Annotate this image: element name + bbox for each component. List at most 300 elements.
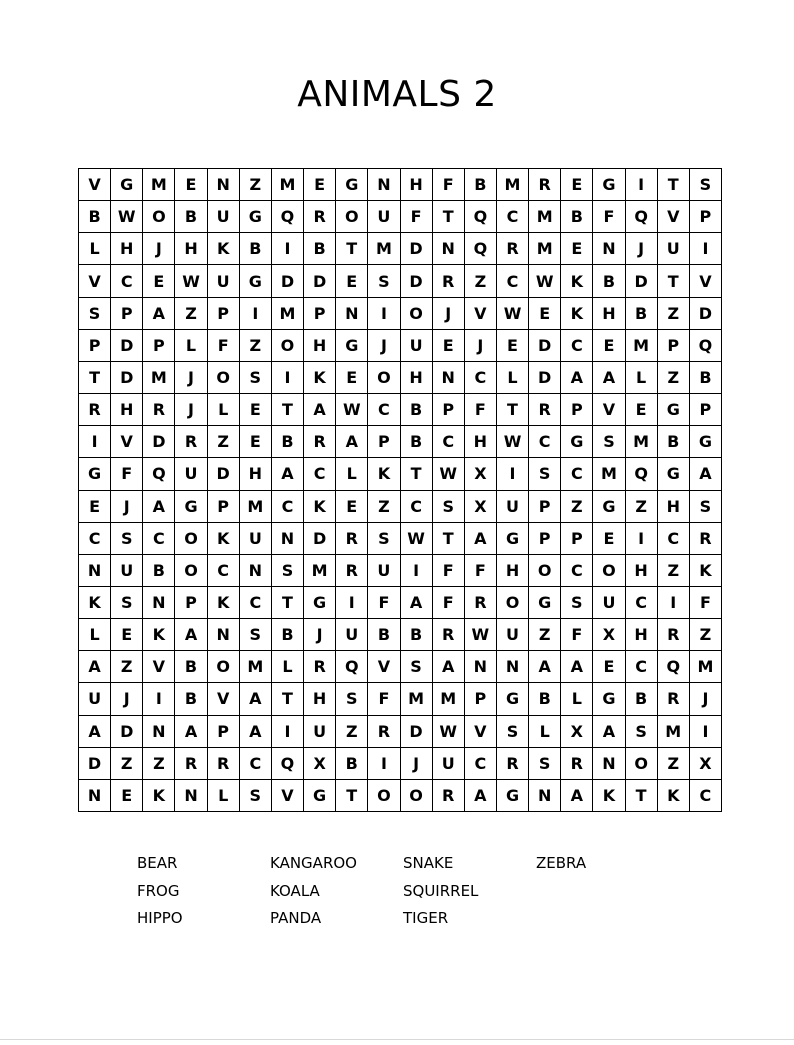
grid-cell[interactable]: O [143,201,175,233]
grid-cell[interactable]: B [626,683,658,715]
grid-cell[interactable]: L [561,683,593,715]
grid-cell[interactable]: D [529,330,561,362]
grid-cell[interactable]: M [529,233,561,265]
grid-cell[interactable]: A [401,587,433,619]
grid-cell[interactable]: K [304,491,336,523]
grid-cell[interactable]: H [175,233,207,265]
grid-cell[interactable]: J [175,362,207,394]
grid-cell[interactable]: T [401,458,433,490]
grid-cell[interactable]: N [336,298,368,330]
grid-cell[interactable]: I [79,426,111,458]
grid-cell[interactable]: V [658,201,690,233]
grid-cell[interactable]: C [272,491,304,523]
grid-cell[interactable]: P [208,298,240,330]
grid-cell[interactable]: R [529,169,561,201]
grid-cell[interactable]: Q [465,201,497,233]
grid-cell[interactable]: B [401,619,433,651]
grid-cell[interactable]: B [529,683,561,715]
grid-cell[interactable]: G [690,426,722,458]
grid-cell[interactable]: P [529,523,561,555]
grid-cell[interactable]: Z [208,426,240,458]
grid-cell[interactable]: K [561,265,593,297]
grid-cell[interactable]: A [143,298,175,330]
grid-cell[interactable]: W [433,716,465,748]
grid-cell[interactable]: N [272,523,304,555]
grid-cell[interactable]: J [111,683,143,715]
grid-cell[interactable]: F [465,394,497,426]
grid-cell[interactable]: U [497,491,529,523]
grid-cell[interactable]: I [272,362,304,394]
grid-cell[interactable]: T [272,587,304,619]
grid-cell[interactable]: B [143,555,175,587]
grid-cell[interactable]: D [401,716,433,748]
grid-cell[interactable]: R [433,780,465,812]
grid-cell[interactable]: K [658,780,690,812]
grid-cell[interactable]: H [111,394,143,426]
grid-cell[interactable]: X [690,748,722,780]
grid-cell[interactable]: H [304,330,336,362]
grid-cell[interactable]: E [593,523,625,555]
grid-cell[interactable]: M [626,426,658,458]
grid-cell[interactable]: K [593,780,625,812]
grid-cell[interactable]: D [401,233,433,265]
grid-cell[interactable]: G [111,169,143,201]
grid-cell[interactable]: L [208,780,240,812]
grid-cell[interactable]: O [368,780,400,812]
grid-cell[interactable]: O [208,362,240,394]
grid-cell[interactable]: C [497,201,529,233]
grid-cell[interactable]: H [626,555,658,587]
grid-cell[interactable]: P [561,394,593,426]
grid-cell[interactable]: I [401,555,433,587]
grid-cell[interactable]: I [240,298,272,330]
grid-cell[interactable]: E [175,169,207,201]
grid-cell[interactable]: B [690,362,722,394]
grid-cell[interactable]: G [336,330,368,362]
grid-cell[interactable]: B [240,233,272,265]
grid-cell[interactable]: S [272,555,304,587]
grid-cell[interactable]: W [465,619,497,651]
grid-cell[interactable]: W [529,265,561,297]
grid-cell[interactable]: T [272,683,304,715]
grid-cell[interactable]: F [368,683,400,715]
grid-cell[interactable]: J [304,619,336,651]
grid-cell[interactable]: M [272,169,304,201]
grid-cell[interactable]: C [304,458,336,490]
grid-cell[interactable]: B [79,201,111,233]
grid-cell[interactable]: P [143,330,175,362]
grid-cell[interactable]: H [626,619,658,651]
grid-cell[interactable]: F [561,619,593,651]
grid-cell[interactable]: R [175,748,207,780]
grid-cell[interactable]: I [336,587,368,619]
grid-cell[interactable]: G [658,458,690,490]
grid-cell[interactable]: A [304,394,336,426]
grid-cell[interactable]: I [690,716,722,748]
grid-cell[interactable]: Q [272,201,304,233]
grid-cell[interactable]: Q [336,651,368,683]
grid-cell[interactable]: G [497,523,529,555]
grid-cell[interactable]: A [561,780,593,812]
grid-cell[interactable]: C [626,651,658,683]
grid-cell[interactable]: X [465,458,497,490]
grid-cell[interactable]: E [433,330,465,362]
grid-cell[interactable]: T [626,780,658,812]
grid-cell[interactable]: O [208,651,240,683]
grid-cell[interactable]: F [111,458,143,490]
grid-cell[interactable]: M [143,362,175,394]
grid-cell[interactable]: Q [465,233,497,265]
grid-cell[interactable]: R [433,619,465,651]
grid-cell[interactable]: F [433,555,465,587]
grid-cell[interactable]: E [304,169,336,201]
grid-cell[interactable]: K [368,458,400,490]
grid-cell[interactable]: G [240,201,272,233]
grid-cell[interactable]: R [368,716,400,748]
grid-cell[interactable]: Z [529,619,561,651]
grid-cell[interactable]: M [497,169,529,201]
grid-cell[interactable]: V [272,780,304,812]
grid-cell[interactable]: R [175,426,207,458]
grid-cell[interactable]: R [336,555,368,587]
grid-cell[interactable]: O [497,587,529,619]
grid-cell[interactable]: B [304,233,336,265]
grid-cell[interactable]: U [304,716,336,748]
grid-cell[interactable]: O [272,330,304,362]
grid-cell[interactable]: P [658,330,690,362]
grid-cell[interactable]: M [690,651,722,683]
grid-cell[interactable]: E [240,394,272,426]
grid-cell[interactable]: B [175,683,207,715]
grid-cell[interactable]: N [79,555,111,587]
grid-cell[interactable]: S [433,491,465,523]
grid-cell[interactable]: F [208,330,240,362]
grid-cell[interactable]: E [561,169,593,201]
grid-cell[interactable]: E [593,651,625,683]
grid-cell[interactable]: A [690,458,722,490]
grid-cell[interactable]: P [690,394,722,426]
grid-cell[interactable]: S [529,748,561,780]
grid-cell[interactable]: S [401,651,433,683]
grid-cell[interactable]: K [208,587,240,619]
grid-cell[interactable]: Q [626,201,658,233]
grid-cell[interactable]: W [336,394,368,426]
grid-cell[interactable]: I [272,233,304,265]
grid-cell[interactable]: G [304,780,336,812]
grid-cell[interactable]: B [561,201,593,233]
grid-cell[interactable]: X [465,491,497,523]
grid-cell[interactable]: L [272,651,304,683]
grid-cell[interactable]: S [368,523,400,555]
grid-cell[interactable]: R [529,394,561,426]
grid-cell[interactable]: C [368,394,400,426]
grid-cell[interactable]: V [79,169,111,201]
grid-cell[interactable]: D [304,265,336,297]
grid-cell[interactable]: H [593,298,625,330]
grid-cell[interactable]: F [593,201,625,233]
grid-cell[interactable]: B [626,298,658,330]
grid-cell[interactable]: N [208,619,240,651]
grid-cell[interactable]: N [433,362,465,394]
grid-cell[interactable]: G [529,587,561,619]
grid-cell[interactable]: U [240,523,272,555]
grid-cell[interactable]: C [465,362,497,394]
grid-cell[interactable]: O [336,201,368,233]
grid-cell[interactable]: B [336,748,368,780]
grid-cell[interactable]: S [497,716,529,748]
grid-cell[interactable]: S [111,587,143,619]
grid-cell[interactable]: S [240,362,272,394]
grid-cell[interactable]: P [208,716,240,748]
grid-cell[interactable]: G [658,394,690,426]
grid-cell[interactable]: B [272,426,304,458]
grid-cell[interactable]: G [593,683,625,715]
grid-cell[interactable]: C [497,265,529,297]
grid-cell[interactable]: L [529,716,561,748]
grid-cell[interactable]: N [593,233,625,265]
grid-cell[interactable]: G [240,265,272,297]
grid-cell[interactable]: R [304,426,336,458]
grid-cell[interactable]: M [626,330,658,362]
grid-cell[interactable]: W [175,265,207,297]
grid-cell[interactable]: I [368,748,400,780]
grid-cell[interactable]: C [111,265,143,297]
grid-cell[interactable]: L [626,362,658,394]
grid-cell[interactable]: Z [111,651,143,683]
grid-cell[interactable]: F [433,587,465,619]
grid-cell[interactable]: U [336,619,368,651]
grid-cell[interactable]: U [208,265,240,297]
grid-cell[interactable]: S [336,683,368,715]
grid-cell[interactable]: U [401,330,433,362]
grid-cell[interactable]: G [561,426,593,458]
grid-cell[interactable]: A [529,651,561,683]
grid-cell[interactable]: M [240,651,272,683]
grid-cell[interactable]: M [304,555,336,587]
grid-cell[interactable]: W [111,201,143,233]
grid-cell[interactable]: R [336,523,368,555]
grid-cell[interactable]: G [175,491,207,523]
grid-cell[interactable]: Q [690,330,722,362]
grid-cell[interactable]: E [336,265,368,297]
grid-cell[interactable]: R [465,587,497,619]
grid-cell[interactable]: W [401,523,433,555]
grid-cell[interactable]: M [368,233,400,265]
grid-cell[interactable]: W [433,458,465,490]
grid-cell[interactable]: R [561,748,593,780]
grid-cell[interactable]: B [368,619,400,651]
grid-cell[interactable]: X [593,619,625,651]
grid-cell[interactable]: T [658,265,690,297]
grid-cell[interactable]: H [465,426,497,458]
grid-cell[interactable]: E [79,491,111,523]
grid-cell[interactable]: U [658,233,690,265]
grid-cell[interactable]: P [561,523,593,555]
grid-cell[interactable]: I [658,587,690,619]
grid-cell[interactable]: W [497,298,529,330]
grid-cell[interactable]: S [626,716,658,748]
grid-cell[interactable]: H [304,683,336,715]
grid-cell[interactable]: K [304,362,336,394]
grid-cell[interactable]: J [401,748,433,780]
grid-cell[interactable]: Q [143,458,175,490]
grid-cell[interactable]: U [79,683,111,715]
grid-cell[interactable]: C [626,587,658,619]
grid-cell[interactable]: J [465,330,497,362]
grid-cell[interactable]: E [240,426,272,458]
grid-cell[interactable]: L [79,619,111,651]
grid-cell[interactable]: Z [240,169,272,201]
grid-cell[interactable]: F [690,587,722,619]
grid-cell[interactable]: R [143,394,175,426]
grid-cell[interactable]: N [497,651,529,683]
grid-cell[interactable]: M [658,716,690,748]
grid-cell[interactable]: R [658,619,690,651]
grid-cell[interactable]: K [143,619,175,651]
grid-cell[interactable]: N [529,780,561,812]
grid-cell[interactable]: L [175,330,207,362]
grid-cell[interactable]: Z [240,330,272,362]
grid-cell[interactable]: M [240,491,272,523]
grid-cell[interactable]: T [658,169,690,201]
grid-cell[interactable]: S [690,169,722,201]
grid-cell[interactable]: A [465,780,497,812]
grid-cell[interactable]: R [208,748,240,780]
grid-cell[interactable]: P [304,298,336,330]
grid-cell[interactable]: J [433,298,465,330]
grid-cell[interactable]: C [561,555,593,587]
grid-cell[interactable]: K [79,587,111,619]
grid-cell[interactable]: C [561,458,593,490]
grid-cell[interactable]: E [111,780,143,812]
grid-cell[interactable]: B [175,651,207,683]
grid-cell[interactable]: H [658,491,690,523]
grid-cell[interactable]: U [111,555,143,587]
grid-cell[interactable]: V [465,298,497,330]
grid-cell[interactable]: M [401,683,433,715]
grid-cell[interactable]: J [175,394,207,426]
grid-cell[interactable]: G [304,587,336,619]
grid-cell[interactable]: X [561,716,593,748]
grid-cell[interactable]: A [336,426,368,458]
grid-cell[interactable]: T [79,362,111,394]
grid-cell[interactable]: T [336,233,368,265]
grid-cell[interactable]: O [401,298,433,330]
grid-cell[interactable]: E [143,265,175,297]
grid-cell[interactable]: H [497,555,529,587]
grid-cell[interactable]: V [111,426,143,458]
grid-cell[interactable]: V [465,716,497,748]
grid-cell[interactable]: N [143,587,175,619]
grid-cell[interactable]: N [79,780,111,812]
grid-cell[interactable]: T [497,394,529,426]
grid-cell[interactable]: Z [690,619,722,651]
grid-cell[interactable]: D [626,265,658,297]
grid-cell[interactable]: T [272,394,304,426]
grid-cell[interactable]: S [240,619,272,651]
grid-cell[interactable]: E [336,491,368,523]
grid-cell[interactable]: R [497,233,529,265]
grid-cell[interactable]: N [368,169,400,201]
grid-cell[interactable]: P [529,491,561,523]
grid-cell[interactable]: G [79,458,111,490]
grid-cell[interactable]: J [626,233,658,265]
grid-cell[interactable]: B [658,426,690,458]
grid-cell[interactable]: P [175,587,207,619]
grid-cell[interactable]: N [433,233,465,265]
grid-cell[interactable]: O [368,362,400,394]
grid-cell[interactable]: D [111,330,143,362]
grid-cell[interactable]: E [593,330,625,362]
grid-cell[interactable]: A [561,362,593,394]
grid-cell[interactable]: S [561,587,593,619]
grid-cell[interactable]: T [433,201,465,233]
grid-cell[interactable]: S [79,298,111,330]
grid-cell[interactable]: S [529,458,561,490]
grid-cell[interactable]: A [272,458,304,490]
grid-cell[interactable]: S [368,265,400,297]
grid-cell[interactable]: E [111,619,143,651]
grid-cell[interactable]: A [175,716,207,748]
grid-cell[interactable]: L [208,394,240,426]
grid-cell[interactable]: A [240,683,272,715]
grid-cell[interactable]: A [465,523,497,555]
grid-cell[interactable]: E [529,298,561,330]
grid-cell[interactable]: S [111,523,143,555]
grid-cell[interactable]: V [368,651,400,683]
grid-cell[interactable]: I [497,458,529,490]
grid-cell[interactable]: Q [272,748,304,780]
grid-cell[interactable]: E [497,330,529,362]
grid-cell[interactable]: U [433,748,465,780]
grid-cell[interactable]: C [401,491,433,523]
grid-cell[interactable]: F [368,587,400,619]
grid-cell[interactable]: A [593,362,625,394]
grid-cell[interactable]: R [304,201,336,233]
grid-cell[interactable]: B [465,169,497,201]
grid-cell[interactable]: U [175,458,207,490]
grid-cell[interactable]: M [529,201,561,233]
grid-cell[interactable]: U [368,201,400,233]
grid-cell[interactable]: A [433,651,465,683]
grid-cell[interactable]: Z [143,748,175,780]
grid-cell[interactable]: I [143,683,175,715]
grid-cell[interactable]: L [79,233,111,265]
grid-cell[interactable]: J [143,233,175,265]
grid-cell[interactable]: A [79,651,111,683]
grid-cell[interactable]: O [175,523,207,555]
grid-cell[interactable]: A [561,651,593,683]
grid-cell[interactable]: Z [336,716,368,748]
grid-cell[interactable]: G [497,683,529,715]
grid-cell[interactable]: J [690,683,722,715]
grid-cell[interactable]: K [561,298,593,330]
grid-cell[interactable]: O [626,748,658,780]
grid-cell[interactable]: B [272,619,304,651]
grid-cell[interactable]: G [336,169,368,201]
grid-cell[interactable]: K [143,780,175,812]
grid-cell[interactable]: D [690,298,722,330]
grid-cell[interactable]: K [208,233,240,265]
grid-cell[interactable]: F [465,555,497,587]
grid-cell[interactable]: Z [658,748,690,780]
grid-cell[interactable]: U [593,587,625,619]
grid-cell[interactable]: K [208,523,240,555]
grid-cell[interactable]: C [658,523,690,555]
grid-cell[interactable]: P [690,201,722,233]
grid-cell[interactable]: N [465,651,497,683]
grid-cell[interactable]: I [626,523,658,555]
